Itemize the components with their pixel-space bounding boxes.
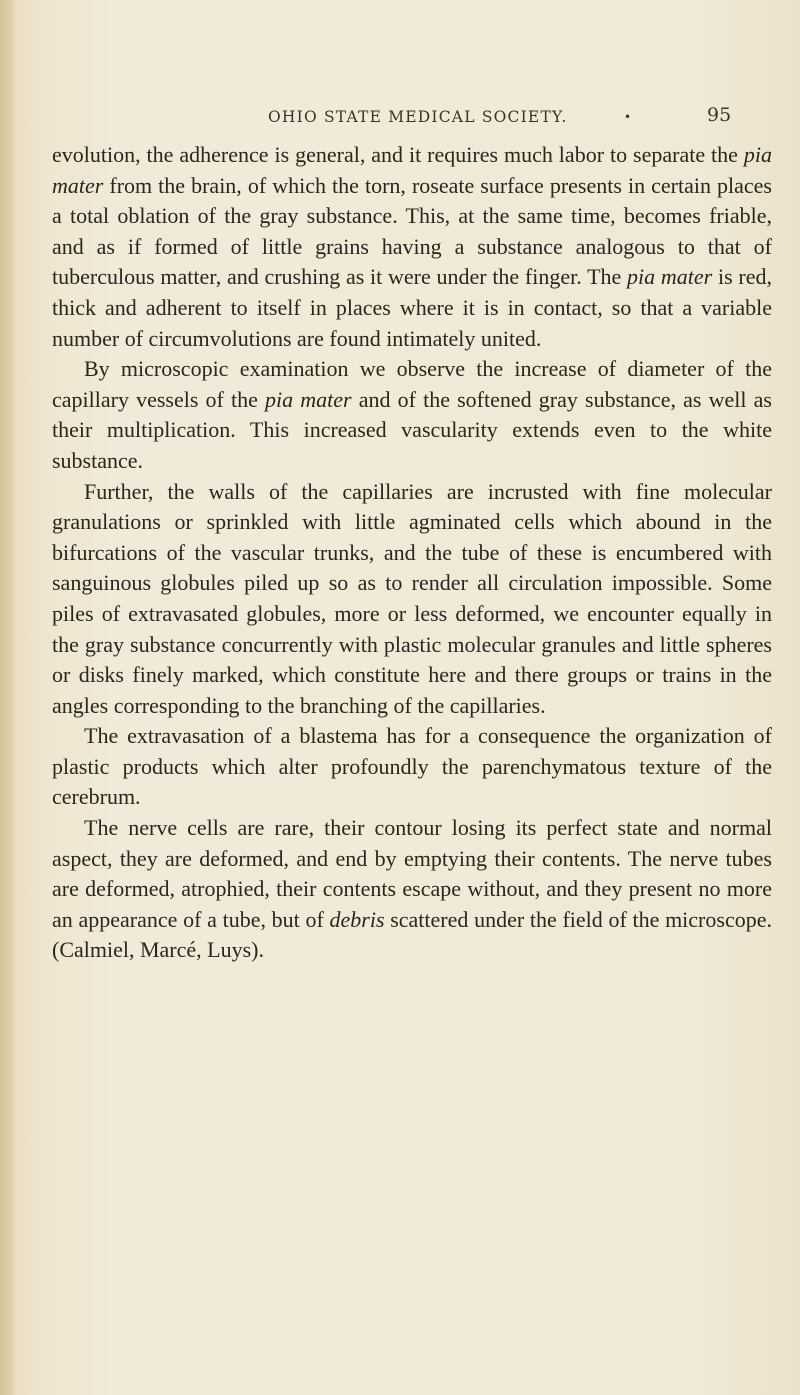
italic-term: pia mater xyxy=(265,386,352,412)
paragraph-2: By microscopic examination we observe the increase of diameter of the capillary vessels of the pia mater and of the softened gray substance, as well as their multiplication. This increased vascularity extends even to the white substance. xyxy=(52,356,772,473)
paragraph-5: The nerve cells are rare, their contour losing its perfect state and normal aspect, they are deformed, and end by emptying their contents. The nerve tubes are deformed, atrophied, their contents escape without, and they present no more an appearance of a tube, but of debris scattered under the field of the microscope. (Calmiel, Marcé, Luys). xyxy=(52,815,772,963)
italic-term: pia mater xyxy=(52,142,772,198)
header-bullet: • xyxy=(624,110,632,124)
running-head: OHIO STATE MEDICAL SOCIETY. xyxy=(268,108,568,126)
page-header xyxy=(0,104,800,138)
page-spine-shadow xyxy=(0,0,14,1395)
paragraph-1: evolution, the adherence is general, and it requires much labor to separate the pia mater from the brain, of which the torn, roseate surface presents in certain places a total oblation of the gray substance. This, at the same time, becomes friable, and as if formed of little grains having a substance analogous to that of tuberculous matter, and crushing as it were under the finger. The pia mater is red, thick and adherent to itself in places where it is in contact, so that a variable number of circumvolutions are found intimately united. xyxy=(52,142,772,351)
page-number: 95 xyxy=(707,104,732,126)
italic-term: debris xyxy=(329,906,385,932)
paragraph-3: Further, the walls of the capillaries are incrusted with fine molecular granulations or sprinkled with little agminated cells which abound in the bifurcations of the vascular trunks, and the tube of these is encumbered with sanguinous globules piled up so as to render all circulation impossible. Some piles of extravasated globules, more or less deformed, we encounter equally in the gray substance concurrently with plastic molecular granules and little spheres or disks finely marked, which constitute here and there groups or trains in the angles corresponding to the branching of the capillaries. xyxy=(52,478,772,718)
body-text xyxy=(52,140,772,966)
paragraph-4: The extravasation of a blastema has for a consequence the organization of plastic products which alter profoundly the parenchymatous texture of the cerebrum. xyxy=(52,723,772,810)
italic-term: pia mater xyxy=(627,264,713,290)
